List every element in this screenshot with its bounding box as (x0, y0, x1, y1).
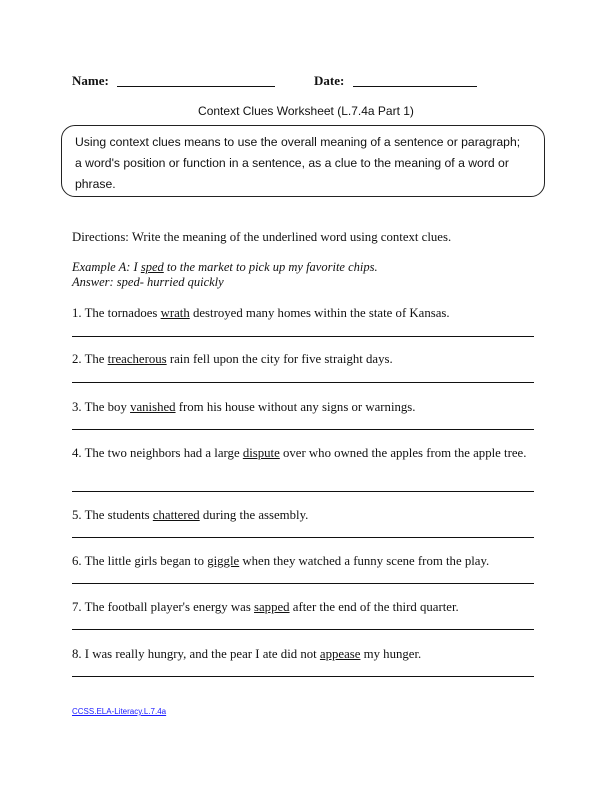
underlined-word: wrath (160, 306, 190, 320)
question-text-after: over who owned the apples from the apple tree. (279, 446, 527, 460)
question-text-before: 7. The football player's energy was (72, 600, 255, 614)
example-text-before: Example A: I (72, 260, 141, 274)
question-5 (72, 507, 534, 523)
answer-line-2[interactable] (72, 382, 534, 383)
question-7 (72, 599, 534, 615)
header-row (0, 73, 612, 91)
question-text-after: when they watched a funny scene from the play. (239, 554, 490, 568)
example-sentence (72, 260, 378, 275)
question-text-after: my hunger. (360, 647, 422, 661)
answer-line-7[interactable] (72, 629, 534, 630)
answer-line-6[interactable] (72, 583, 534, 584)
date-field-line[interactable] (353, 86, 477, 87)
question-2 (72, 351, 534, 367)
underlined-word: chattered (152, 508, 200, 522)
question-text-before: 6. The little girls began to (72, 554, 208, 568)
answer-line-3[interactable] (72, 429, 534, 430)
question-6 (72, 553, 534, 569)
question-text-before: 5. The students (72, 508, 153, 522)
worksheet-title: Context Clues Worksheet (L.7.4a Part 1) (198, 104, 414, 118)
example-answer: Answer: sped- hurried quickly (72, 275, 224, 289)
answer-line-5[interactable] (72, 537, 534, 538)
question-1 (72, 305, 534, 321)
answer-line-4[interactable] (72, 491, 534, 492)
question-text-after: rain fell upon the city for five straight days. (166, 352, 393, 366)
question-text-after: during the assembly. (199, 508, 309, 522)
underlined-word: dispute (242, 446, 280, 460)
date-label: Date: (314, 73, 345, 88)
example-underlined-word: sped (140, 260, 164, 274)
question-text-before: 3. The boy (72, 400, 131, 414)
question-text-before: 1. The tornadoes (72, 306, 161, 320)
intro-box: Using context clues means to use the overall meaning of a sentence or paragraph; a word's position or function in a sentence, as a clue to the meaning of a word or phrase. (61, 125, 545, 197)
question-8 (72, 646, 534, 662)
underlined-word: sapped (254, 600, 290, 614)
underlined-word: giggle (207, 554, 240, 568)
question-4 (72, 445, 534, 461)
name-label: Name: (72, 73, 109, 88)
underlined-word: vanished (130, 400, 176, 414)
standard-link[interactable]: CCSS.ELA-Literacy.L.7.4a (72, 707, 167, 716)
underlined-word: appease (319, 647, 361, 661)
question-text-after: after the end of the third quarter. (289, 600, 459, 614)
example-text-after: to the market to pick up my favorite chips. (163, 260, 378, 274)
question-3 (72, 399, 534, 415)
question-text-before: 2. The (72, 352, 108, 366)
question-text-after: destroyed many homes within the state of Kansas. (189, 306, 450, 320)
directions: Directions: Write the meaning of the underlined word using context clues. (72, 230, 452, 244)
name-field-line[interactable] (117, 86, 275, 87)
answer-line-1[interactable] (72, 336, 534, 337)
underlined-word: treacherous (107, 352, 167, 366)
question-text-after: from his house without any signs or warnings. (175, 400, 416, 414)
question-text-before: 4. The two neighbors had a large (72, 446, 243, 460)
answer-line-8[interactable] (72, 676, 534, 677)
question-text-before: 8. I was really hungry, and the pear I ate did not (72, 647, 320, 661)
